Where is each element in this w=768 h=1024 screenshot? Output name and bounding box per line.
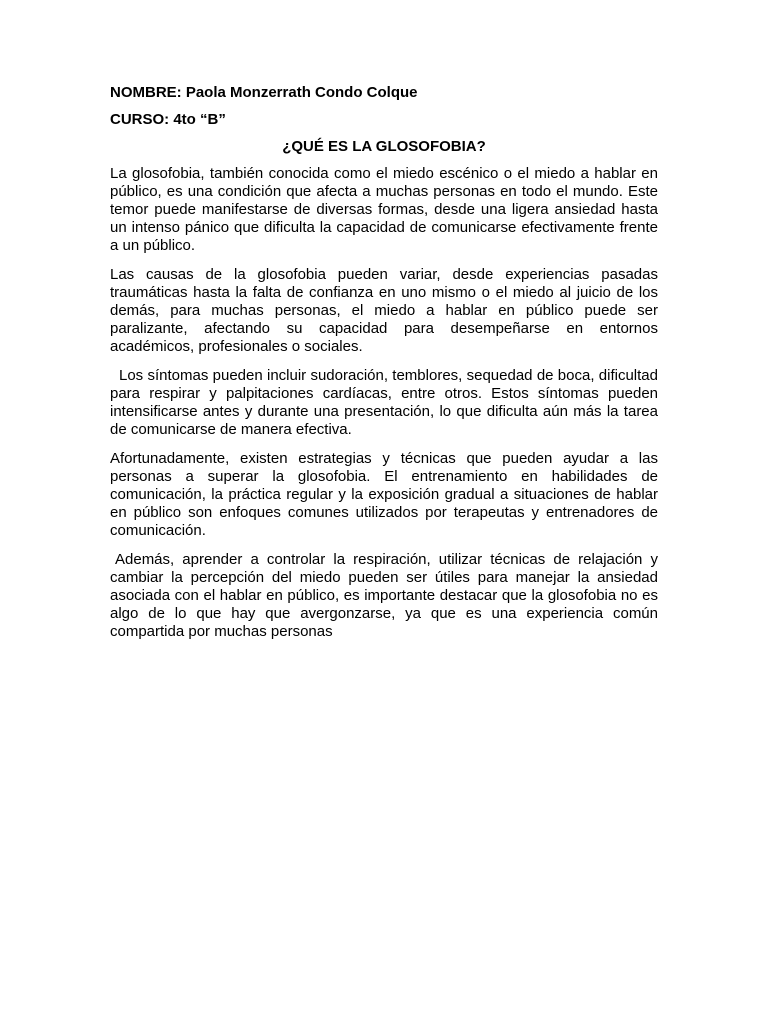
paragraph-symptoms: Los síntomas pueden incluir sudoración, temblores, sequedad de boca, dificultad para respirar y palpitaciones cardíacas, entre otros. Estos síntomas pueden intensificarse antes y durante una presentación, lo que dificulta aún más la tarea de comunicarse de manera efectiva.: [110, 367, 658, 438]
document-title: ¿QUÉ ES LA GLOSOFOBIA?: [282, 138, 486, 155]
student-name-line: NOMBRE: Paola Monzerrath Condo Colque: [110, 84, 418, 101]
paragraph-intro: La glosofobia, también conocida como el miedo escénico o el miedo a hablar en público, es una condición que afecta a muchas personas en todo el mundo. Este temor puede manifestarse de diversas formas, desde una ligera ansiedad hasta un intenso pánico que dificulta la capacidad de comunicarse efectivamente frente a un público.: [110, 165, 658, 254]
paragraph-conclusion: Además, aprender a controlar la respiración, utilizar técnicas de relajación y cambiar la percepción del miedo pueden ser útiles para manejar la ansiedad asociada con el hablar en público, es importante destacar que la glosofobia no es algo de lo que hay que avergonzarse, ya que es una experiencia común compartida por muchas personas: [110, 551, 658, 640]
course-line: CURSO: 4to “B”: [110, 111, 226, 128]
paragraph-causes: Las causas de la glosofobia pueden variar, desde experiencias pasadas traumáticas hasta la falta de confianza en uno mismo o el miedo al juicio de los demás, para muchas personas, el miedo a hablar en público puede ser paralizante, afectando su capacidad para desempeñarse en entornos académicos, profesionales o sociales.: [110, 266, 658, 355]
paragraph-strategies: Afortunadamente, existen estrategias y técnicas que pueden ayudar a las personas a superar la glosofobia. El entrenamiento en habilidades de comunicación, la práctica regular y la exposición gradual a situaciones de hablar en público son enfoques comunes utilizados por terapeutas y entrenadores de comunicación.: [110, 450, 658, 539]
